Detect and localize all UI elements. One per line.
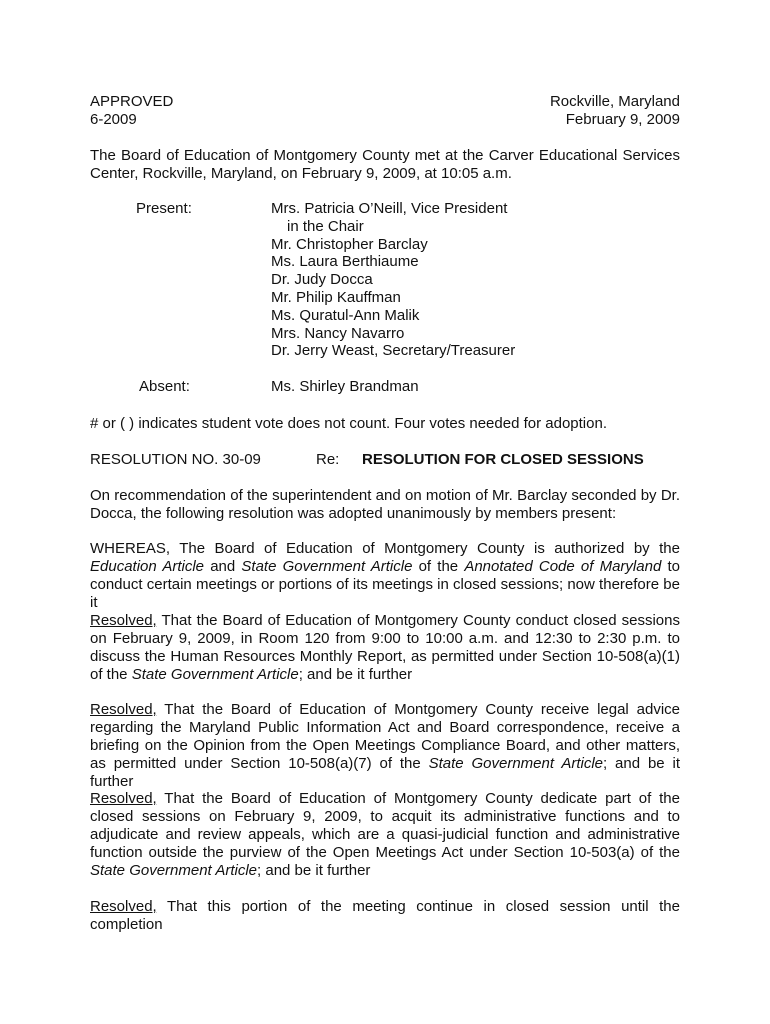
whereas-citation: State Government Article bbox=[241, 558, 413, 575]
present-members-list bbox=[271, 200, 515, 360]
resolved-text: That the Board of Education of Montgomery County dedicate part of the closed sessions on February 9, 2009, to acquit its administrative functions and to adjudicate and review appeals, which are a quasi-judicial function and administrative function outside the purview of the Open Meetings Act under Section 10-503(a) of the bbox=[90, 790, 680, 861]
intro-paragraph: The Board of Education of Montgomery County met at the Carver Educational Services Center, Rockville, Maryland, on February 9, 2009, at 10:05 a.m. bbox=[90, 147, 680, 182]
resolved-citation: State Government Article bbox=[131, 666, 299, 683]
present-member: Mr. Christopher Barclay bbox=[271, 235, 428, 253]
absent-member: Ms. Shirley Brandman bbox=[271, 378, 419, 395]
whereas-paragraph bbox=[90, 540, 680, 612]
resolution-title: RESOLUTION FOR CLOSED SESSIONS bbox=[362, 451, 644, 468]
resolved-label: Resolved, bbox=[90, 898, 157, 915]
resolved-paragraph-3 bbox=[90, 790, 680, 880]
approval-status: APPROVED bbox=[90, 93, 174, 110]
present-member: Ms. Quratul-Ann Malik bbox=[271, 306, 420, 324]
resolved-citation: State Government Article bbox=[428, 755, 604, 772]
resolved-paragraph-1 bbox=[90, 612, 680, 684]
resolved-label: Resolved, bbox=[90, 701, 157, 718]
resolved-label: Resolved, bbox=[90, 790, 157, 807]
present-member: Mrs. Nancy Navarro bbox=[271, 324, 405, 342]
resolved-text: That this portion of the meeting continue in closed session until the completion bbox=[90, 898, 680, 933]
vote-note: # or ( ) indicates student vote does not count. Four votes needed for adoption. bbox=[90, 415, 607, 432]
present-member: Mr. Philip Kauffman bbox=[271, 288, 401, 306]
present-member: Dr. Jerry Weast, Secretary/Treasurer bbox=[271, 342, 516, 360]
meeting-date: February 9, 2009 bbox=[565, 111, 680, 128]
present-member: Dr. Judy Docca bbox=[271, 271, 373, 289]
whereas-citation: Annotated Code of Maryland bbox=[464, 558, 662, 575]
resolution-number: RESOLUTION NO. 30-09 bbox=[90, 451, 261, 468]
resolved-tail: ; and be it further bbox=[298, 666, 413, 683]
resolved-text: That the Board of Education of Montgomery County receive legal advice regarding the Maryland Public Information Act and Board correspondence, receive a briefing on the Opinion from the Open Meetings Compliance Board, and other matters, as permitted under Section 10-508(a)(7) of the bbox=[90, 701, 680, 772]
resolution-re-label: Re: bbox=[316, 451, 340, 468]
resolved-paragraph-2 bbox=[90, 701, 680, 791]
whereas-text: WHEREAS, The Board of Education of Montgomery County is authorized by the bbox=[90, 540, 680, 557]
recommendation-paragraph: On recommendation of the superintendent and on motion of Mr. Barclay seconded by Dr. Docca, the following resolution was adopted unanimously by members present: bbox=[90, 487, 680, 522]
resolved-text: That the Board of Education of Montgomery County conduct closed sessions on February 9, 2009, in Room 120 from 9:00 to 10:00 a.m. and 12:30 to 2:30 p.m. to discuss the Human Resources Monthly Report, as permitted under Section 10-508(a)(1) of the bbox=[90, 612, 680, 683]
resolved-tail: ; and be it further bbox=[257, 862, 371, 879]
present-member: Mrs. Patricia O’Neill, Vice President bbox=[271, 200, 508, 217]
present-member: Ms. Laura Berthiaume bbox=[271, 253, 419, 271]
meeting-location: Rockville, Maryland bbox=[549, 93, 680, 110]
whereas-text: of the bbox=[412, 558, 465, 575]
whereas-text: to conduct certain meetings or portions of its meetings in closed sessions; now therefore be it bbox=[90, 558, 680, 611]
present-member: in the Chair bbox=[287, 217, 364, 235]
absent-label: Absent: bbox=[139, 378, 190, 395]
resolved-citation: State Government Article bbox=[90, 862, 258, 879]
present-label: Present: bbox=[136, 200, 192, 217]
resolved-tail: ; and be it further bbox=[90, 755, 681, 790]
whereas-text: and bbox=[204, 558, 242, 575]
minutes-number: 6-2009 bbox=[90, 111, 137, 128]
resolved-paragraph-4 bbox=[90, 898, 680, 934]
resolved-label: Resolved, bbox=[90, 612, 157, 629]
whereas-citation: Education Article bbox=[90, 558, 205, 575]
